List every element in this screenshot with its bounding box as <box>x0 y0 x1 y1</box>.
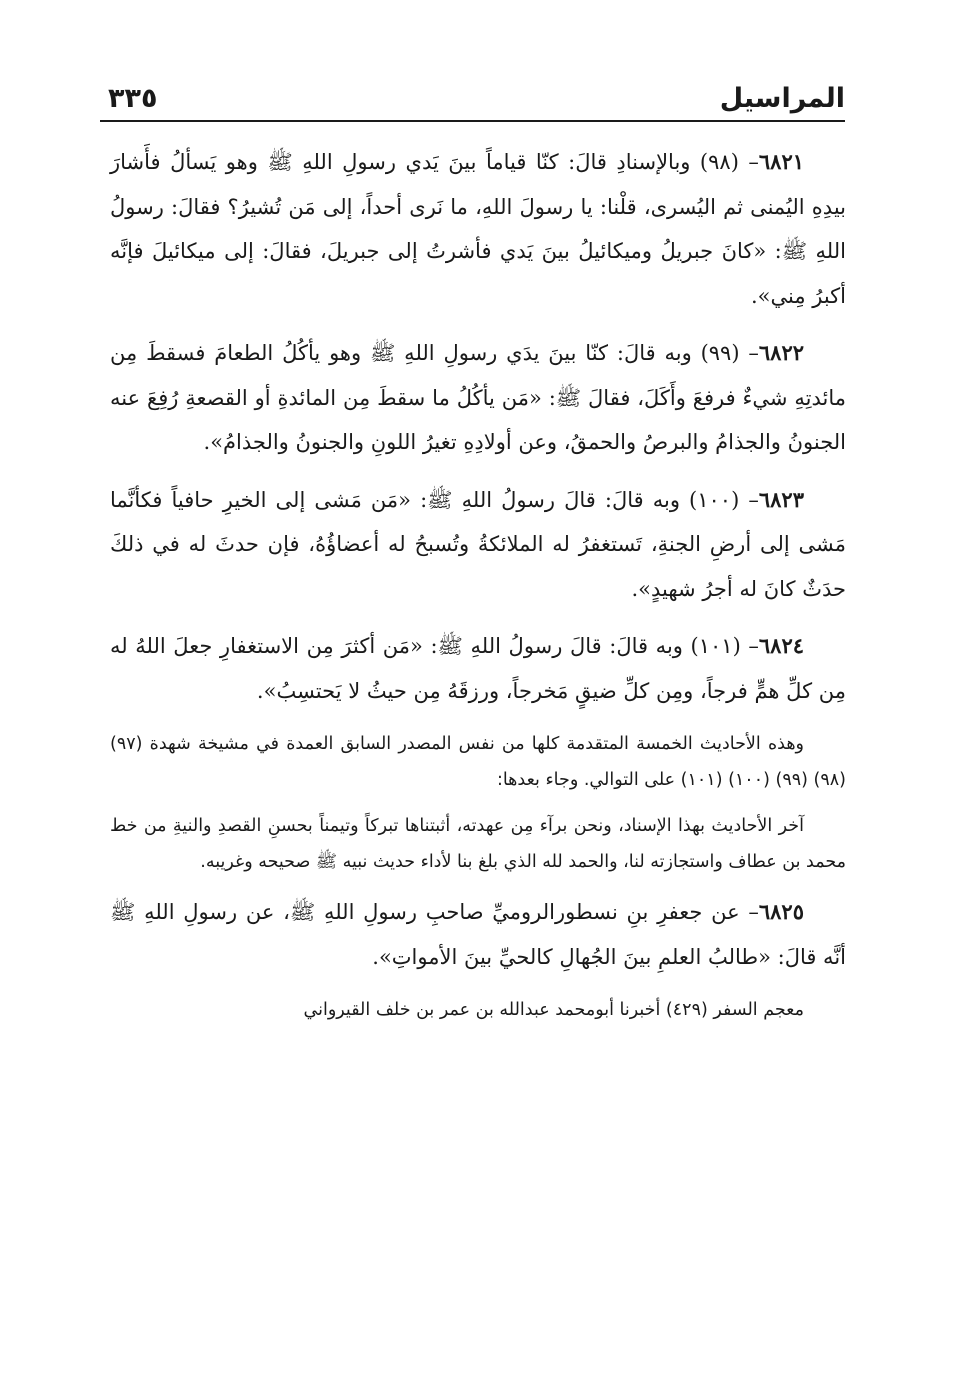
source-note-continued <box>110 992 846 1028</box>
page-header <box>100 78 845 118</box>
hadith-number: ٦٨٢٢ <box>758 340 805 365</box>
hadith-entry <box>110 478 846 612</box>
hadith-entry <box>110 140 846 318</box>
hadith-text: – (١٠١) وبه قالَ: قالَ رسولُ اللهِ ﷺ: «مَن أكثرَ مِن الاستغفارِ جعلَ اللهُ له مِن كلِّ همٍّ فرجاً، ومِن كلِّ ضيقٍ مَخرجاً، ورزقَهُ مِن حيثُ لا يَحتسِبُ». <box>110 634 846 703</box>
source-note-text: معجم السفر (٤٢٩) أخبرنا أبومحمد عبدالله بن عمر بن خلف القيرواني <box>303 1000 804 1020</box>
hadith-entry <box>110 624 846 713</box>
source-note <box>110 808 846 880</box>
hadith-entry <box>110 331 846 465</box>
source-note <box>110 726 846 798</box>
running-title: المراسيل <box>719 83 845 114</box>
hadith-number: ٦٨٢١ <box>758 149 805 174</box>
page-body <box>110 140 846 1028</box>
hadith-text: – (٩٨) وبالإسنادِ قالَ: كنّا قياماً بينَ يَدي رسولِ اللهِ ﷺ وهو يَسألُ فأَشارَ بيدِهِ اليُمنى ثم اليُسرى، قلْنا: يا رسولَ اللهِ، ما نَرى أحداً، إلى مَن تُشيرُ؟ فقالَ: رسولُ اللهِ ﷺ: «كانَ جبريلُ وميكائيلُ بينَ يَدي فأشرتُ إلى جبريلَ، فقالَ: إلى ميكائيلَ فإنَّه أكبرُ مِني». <box>110 150 846 308</box>
hadith-text: – (٩٩) وبه قالَ: كنّا بينَ يدَي رسولِ اللهِ ﷺ وهو يأكُلُ الطعامَ فسقطَ مِن مائدتِهِ شيءٌ فرفعَ وأَكَلَ، فقالَ ﷺ: «مَن يأكُلُ ما سقطَ مِن المائدةِ أو القصعةِ رُفِعَ عنه الجنونُ والجذامُ والبرصُ والحمقُ، وعن أولادِهِ تغيرُ اللونِ والجنونُ والجذامُ». <box>110 341 846 454</box>
page-number: ٣٣٥ <box>108 83 158 114</box>
hadith-number: ٦٨٢٤ <box>758 633 805 658</box>
source-note-text: وهذه الأحاديث الخمسة المتقدمة كلها من نفس المصدر السابق العمدة في مشيخة شهدة (٩٧) (٩٨) (٩٩) (١٠٠) (١٠١) على التوالي. وجاء بعدها: <box>110 734 846 790</box>
hadith-text: – عن جعفرِ بنِ نسطورالروميِّ صاحبِ رسولِ اللهِ ﷺ، عن رسولِ اللهِ ﷺ أنَّه قالَ: «طالبُ العلمِ بينَ الجُهالِ كالحيِّ بينَ الأمواتِ». <box>110 900 846 969</box>
hadith-entry <box>110 890 846 979</box>
header-rule <box>100 120 845 122</box>
hadith-text: – (١٠٠) وبه قالَ: قالَ رسولُ اللهِ ﷺ: «مَن مَشى إلى الخيرِ حافياً فكأنَّما مَشى إلى أرضِ الجنةِ، تَستغفرُ له الملائكةُ وتُسبحُ له أعضاؤُهُ، فإن حدثَ له في ذلكَ حدَثٌ كانَ له أجرُ شهيدٍ». <box>110 487 846 601</box>
source-note-text: آخر الأحاديث بهذا الإسناد، ونحن برآء مِن عهدته، أثبتناها تبركاً وتيمناً بحسنِ القصدِ والنيةِ من خط محمد بن عطاف واستجازته لنا، والحمد لله الذي بلغ بنا لأداء حديث نبيه ﷺ صحيحه وغريبه. <box>110 816 846 872</box>
hadith-number: ٦٨٢٥ <box>758 899 804 924</box>
hadith-number: ٦٨٢٣ <box>758 486 804 512</box>
